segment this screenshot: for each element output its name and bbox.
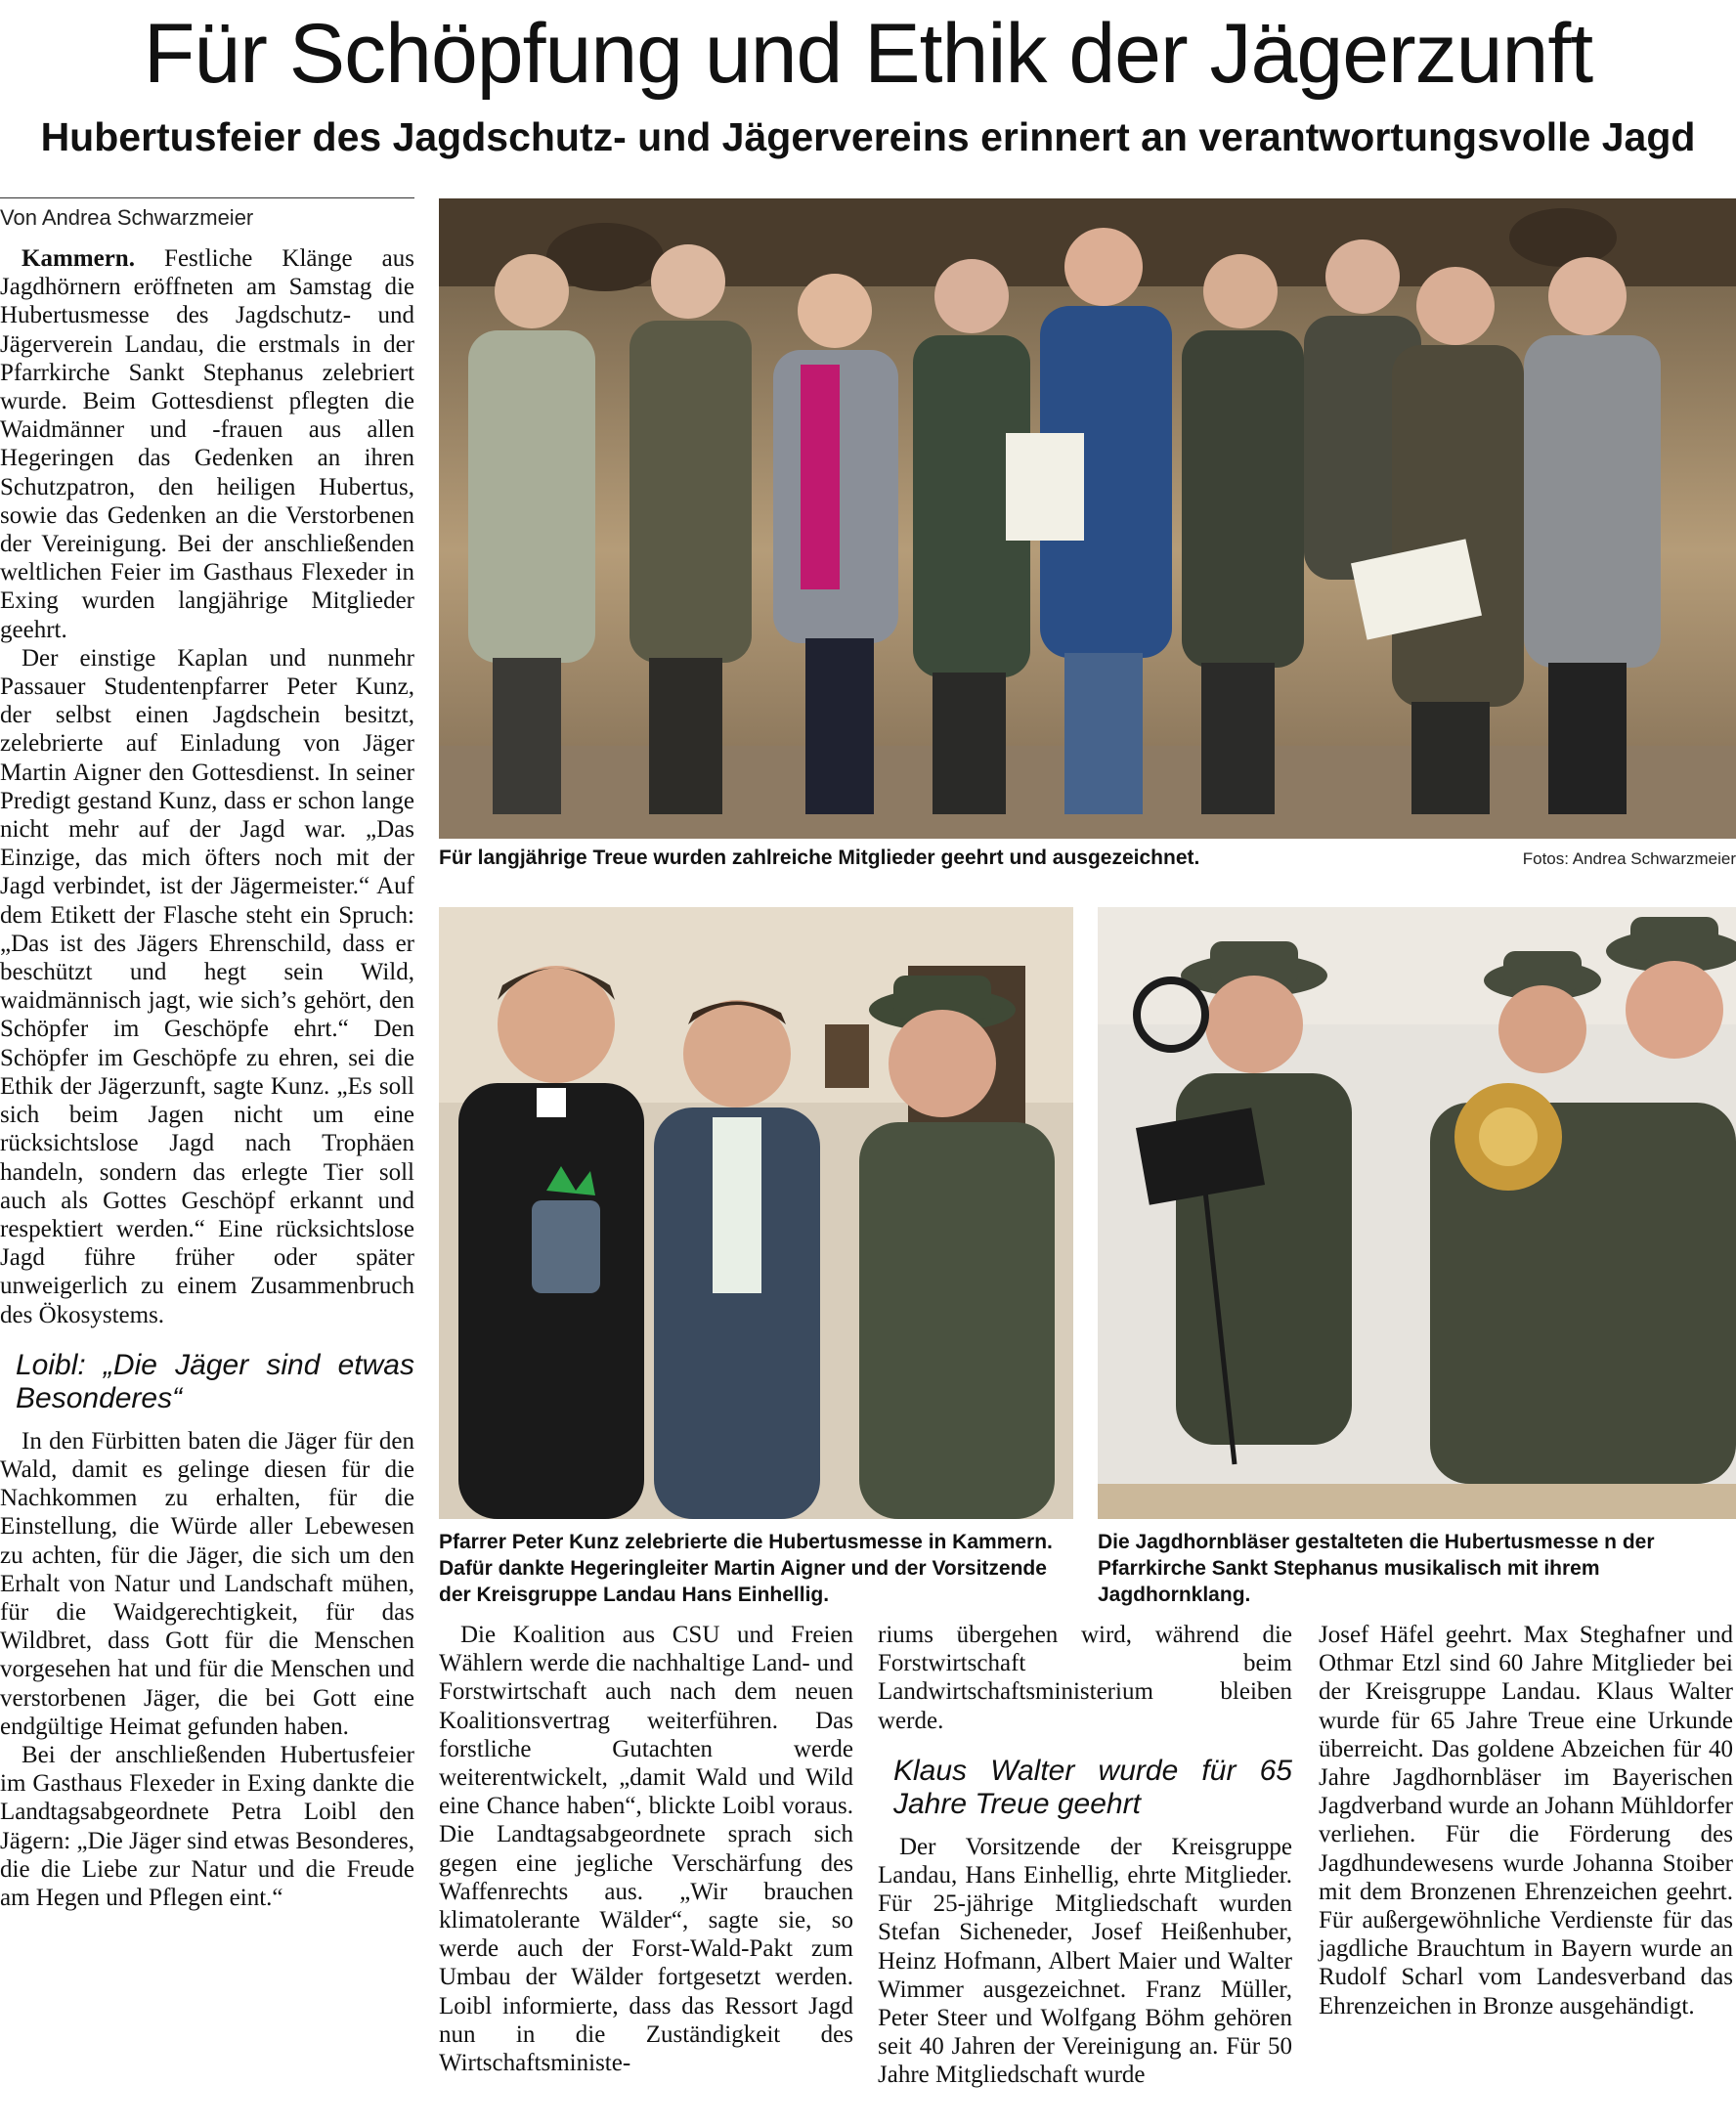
byline: Von Andrea Schwarzmeier: [0, 205, 254, 230]
photo-group-honorees: [439, 198, 1736, 839]
photo-credit: Fotos: Andrea Schwarzmeier: [1522, 849, 1736, 868]
paragraph: [0, 244, 414, 644]
photo-priest-and-hunters: [439, 907, 1073, 1519]
article-column-4: [1319, 1621, 1733, 2020]
byline-rule: [0, 197, 414, 198]
paragraph: Bei der anschließenden Hubertusfeier im Gasthaus Flexeder in Exing dankte die Landtagsabgeordnete Petra Loibl den Jägern: „Die Jäger sind etwas Besonderes, die die Liebe zur Natur und die Freude am Hegen und Pflegen eint.“: [0, 1741, 414, 1911]
subhead-loibl: Loibl: „Die Jäger sind etwas Besonderes“: [16, 1348, 414, 1414]
paragraph: Der einstige Kaplan und nunmehr Passauer Studentenpfarrer Peter Kunz, der selbst einen Jagdschein besitzt, zelebrierte auf Einladung von Jäger Martin Aigner den Gottesdienst. In seiner Predigt gestand Kunz, dass er schon lange nicht mehr auf der Jagd war. „Das Einzige, das mich öfters noch mit der Jagd verbindet, ist der Jägermeister.“ Auf dem Etikett der Flasche steht ein Spruch: „Das ist des Jägers Ehrenschild, dass er beschützt und hegt sein Wild, waidmännisch jagt, wie sich’s gehört, den Schöpfer im Geschöpfe ehrt.“ Den Schöpfer im Geschöpfe zu ehren, sei die Ethik der Jägerzunft, sagte Kunz. „Es soll sich beim Jagen nicht um eine rücksichtslose Jagd nach Trophäen handeln, sondern das erlegte Tier soll auch als Gottes Geschöpf erkannt und respektiert werden.“ Eine rücksichtslose Jagd führe früher oder später unweigerlich zu einem Zusammenbruch des Ökosystems.: [0, 644, 414, 1328]
paragraph: riums übergehen wird, während die Forstwirtschaft beim Landwirtschaftsministerium bleiben werde.: [878, 1622, 1292, 1734]
paragraph-text: Festliche Klänge aus Jagdhörnern eröffneten am Samstag die Hubertusmesse des Jagdschutz- und Jägerverein Landau, die erstmals in der Pfarrkirche Sankt Stephanus zelebriert wurde. Beim Gottesdienst pflegten die Waidmänner und -frauen aus allen Hegeringen das Gedenken an ihren Schutzpatron, den heiligen Hubertus, sowie das Gedenken an die Verstorbenen der Vereinigung. Bei der anschließenden weltlichen Feier im Gasthaus Flexeder in Exing wurden langjährige Mitglieder geehrt.: [0, 245, 414, 643]
photo-caption-top: Für langjährige Treue wurden zahlreiche Mitglieder geehrt und ausgezeichnet.: [439, 847, 1200, 869]
photo-caption-right: Die Jagdhornbläser gestalteten die Hubertusmesse n der Pfarrkirche Sankt Stephanus musikalisch mit ihrem Jagdhornklang.: [1098, 1531, 1655, 1606]
headline: Für Schöpfung und Ethik der Jägerzunft: [143, 7, 1593, 101]
article-column-2: [439, 1621, 853, 2077]
photo-caption-left: Pfarrer Peter Kunz zelebrierte die Hubertusmesse in Kammern. Dafür dankte Hegeringleiter Martin Aigner und der Vorsitzende der Kreisgruppe Landau Hans Einhellig.: [439, 1531, 1053, 1606]
article-column-3: [878, 1621, 1292, 2090]
paragraph: Der Vorsitzende der Kreisgruppe Landau, Hans Einhellig, ehrte Mitglieder. Für 25-jährige Mitgliedschaft wurden Stefan Sicheneder, Josef Heißenhuber, Heinz Hofmann, Albert Maier und Walter Wimmer ausgezeichnet. Franz Müller, Peter Steer und Wolfgang Böhm gehören seit 40 Jahren der Vereinigung an. Für 50 Jahre Mitgliedschaft wurde: [878, 1833, 1292, 2089]
paragraph: Die Koalition aus CSU und Freien Wählern werde die nachhaltige Land- und Forstwirtschaft auch nach dem neuen Koalitionsvertrag weiterführen. Das forstliche Gutachten werde weiterentwickelt, „damit Wald und Wild eine Chance haben“, blickte Loibl voraus. Die Landtagsabgeordnete sprach sich gegen eine jegliche Verschärfung des Waffenrechts aus. „Wir brauchen klimatolerante Wälder“, sagte sie, so werde auch der Forst-Wald-Pakt zum Umbau der Wälder fortgesetzt werden. Loibl informierte, dass das Ressort Jagd nun in die Zuständigkeit des Wirtschaftsministe-: [439, 1622, 853, 2077]
paragraph: Josef Häfel geehrt. Max Steghafner und Othmar Etzl sind 60 Jahre Mitglieder bei der Kreisgruppe Landau. Klaus Walter wurde für 65 Jahre Treue eine Urkunde überreicht. Das goldene Abzeichen für 40 Jahre Jagdhornbläser im Bayerischen Jagdverband wurde an Johann Mühldorfer verliehen. Für die Förderung des Jagdhundewesens wurde Johanna Stoiber mit dem Bronzenen Ehrenzeichen geehrt. Für außergewöhnliche Verdienste für das jagdliche Brauchtum in Bayern wurde an Rudolf Scharl vom Landesverband das Ehrenzeichen in Bronze ausgehändigt.: [1319, 1622, 1733, 2019]
article-column-1: [0, 244, 414, 1912]
dateline-place: Kammern.: [22, 245, 135, 272]
photo-horn-players: [1098, 907, 1736, 1519]
paragraph: In den Fürbitten baten die Jäger für den Wald, damit es gelinge diesen für die Nachkommen zu erhalten, für die Einstellung, die Würde aller Lebewesen zu achten, für die Jäger, die sich um den Erhalt von Natur und Landschaft mühen, für die Waidgerechtigkeit, für das Wildbret, dass Gott für die Menschen vorgesehen hat und für die Menschen und verstorbenen Jäger, die bei Gott eine endgültige Heimat gefunden haben.: [0, 1427, 414, 1740]
subheadline: Hubertusfeier des Jagdschutz- und Jägervereins erinnert an verantwortungsvolle Jagd: [40, 114, 1696, 159]
subhead-klaus-walter: Klaus Walter wurde für 65 Jahre Treue geehrt: [893, 1754, 1292, 1820]
